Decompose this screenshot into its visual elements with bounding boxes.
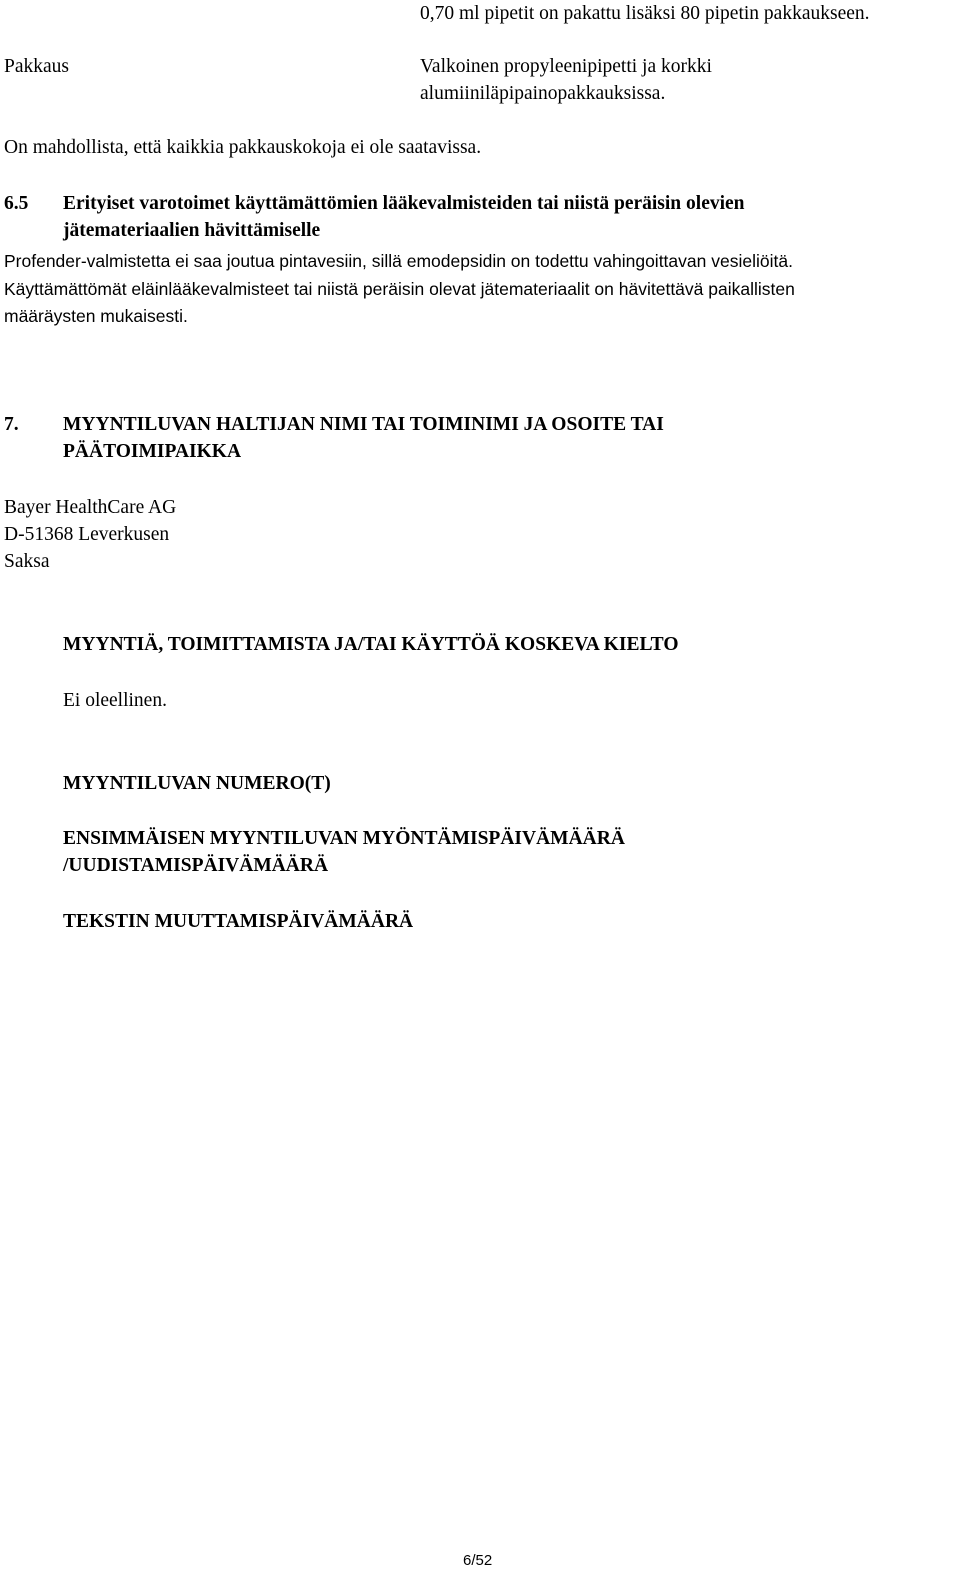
availability-note: On mahdollista, että kaikkia pakkauskokoja ei ole saatavissa. <box>4 137 482 158</box>
address-line-city: D-51368 Leverkusen <box>4 524 170 545</box>
section-10-title-line-1: ENSIMMÄISEN MYYNTILUVAN MYÖNTÄMISPÄIVÄMÄÄRÄ <box>63 828 625 849</box>
section-7-number: 7. <box>4 414 19 435</box>
section-6-5-number: 6.5 <box>4 193 29 214</box>
section-6-5-title-line-1: Erityiset varotoimet käyttämättömien lääkevalmisteiden tai niistä peräisin olevien <box>63 193 745 214</box>
section-8-title: MYYNTIÄ, TOIMITTAMISTA JA/TAI KÄYTTÖÄ KOSKEVA KIELTO <box>63 634 679 655</box>
address-line-country: Saksa <box>4 551 50 572</box>
section-9-title: MYYNTILUVAN NUMERO(T) <box>63 773 331 794</box>
address-line-company: Bayer HealthCare AG <box>4 497 177 518</box>
pack-size-note: 0,70 ml pipetit on pakattu lisäksi 80 pipetin pakkaukseen. <box>420 3 870 24</box>
section-6-5-paragraph-1: Profender-valmistetta ei saa joutua pintavesiin, sillä emodepsidin on todettu vahingoittavan vesieliöitä. <box>4 251 793 271</box>
section-6-5-paragraph-2-line-2: määräysten mukaisesti. <box>4 306 188 326</box>
section-10-title-line-2: /UUDISTAMISPÄIVÄMÄÄRÄ <box>63 855 329 876</box>
pakkaus-value-line-1: Valkoinen propyleenipipetti ja korkki <box>420 56 712 77</box>
page-number: 6/52 <box>463 1552 493 1569</box>
section-8-text: Ei oleellinen. <box>63 690 167 711</box>
pakkaus-value-line-2: alumiiniläpipainopakkauksissa. <box>420 83 666 104</box>
section-11-title: TEKSTIN MUUTTAMISPÄIVÄMÄÄRÄ <box>63 911 414 932</box>
section-6-5-paragraph-2-line-1: Käyttämättömät eläinlääkevalmisteet tai niistä peräisin olevat jätemateriaalit on hävitettävä paikallisten <box>4 279 795 299</box>
section-6-5-title-line-2: jätemateriaalien hävittämiselle <box>63 220 321 241</box>
pakkaus-label: Pakkaus <box>4 56 69 77</box>
section-7-title-line-2: PÄÄTOIMIPAIKKA <box>63 441 242 462</box>
section-7-title-line-1: MYYNTILUVAN HALTIJAN NIMI TAI TOIMINIMI JA OSOITE TAI <box>63 414 664 435</box>
